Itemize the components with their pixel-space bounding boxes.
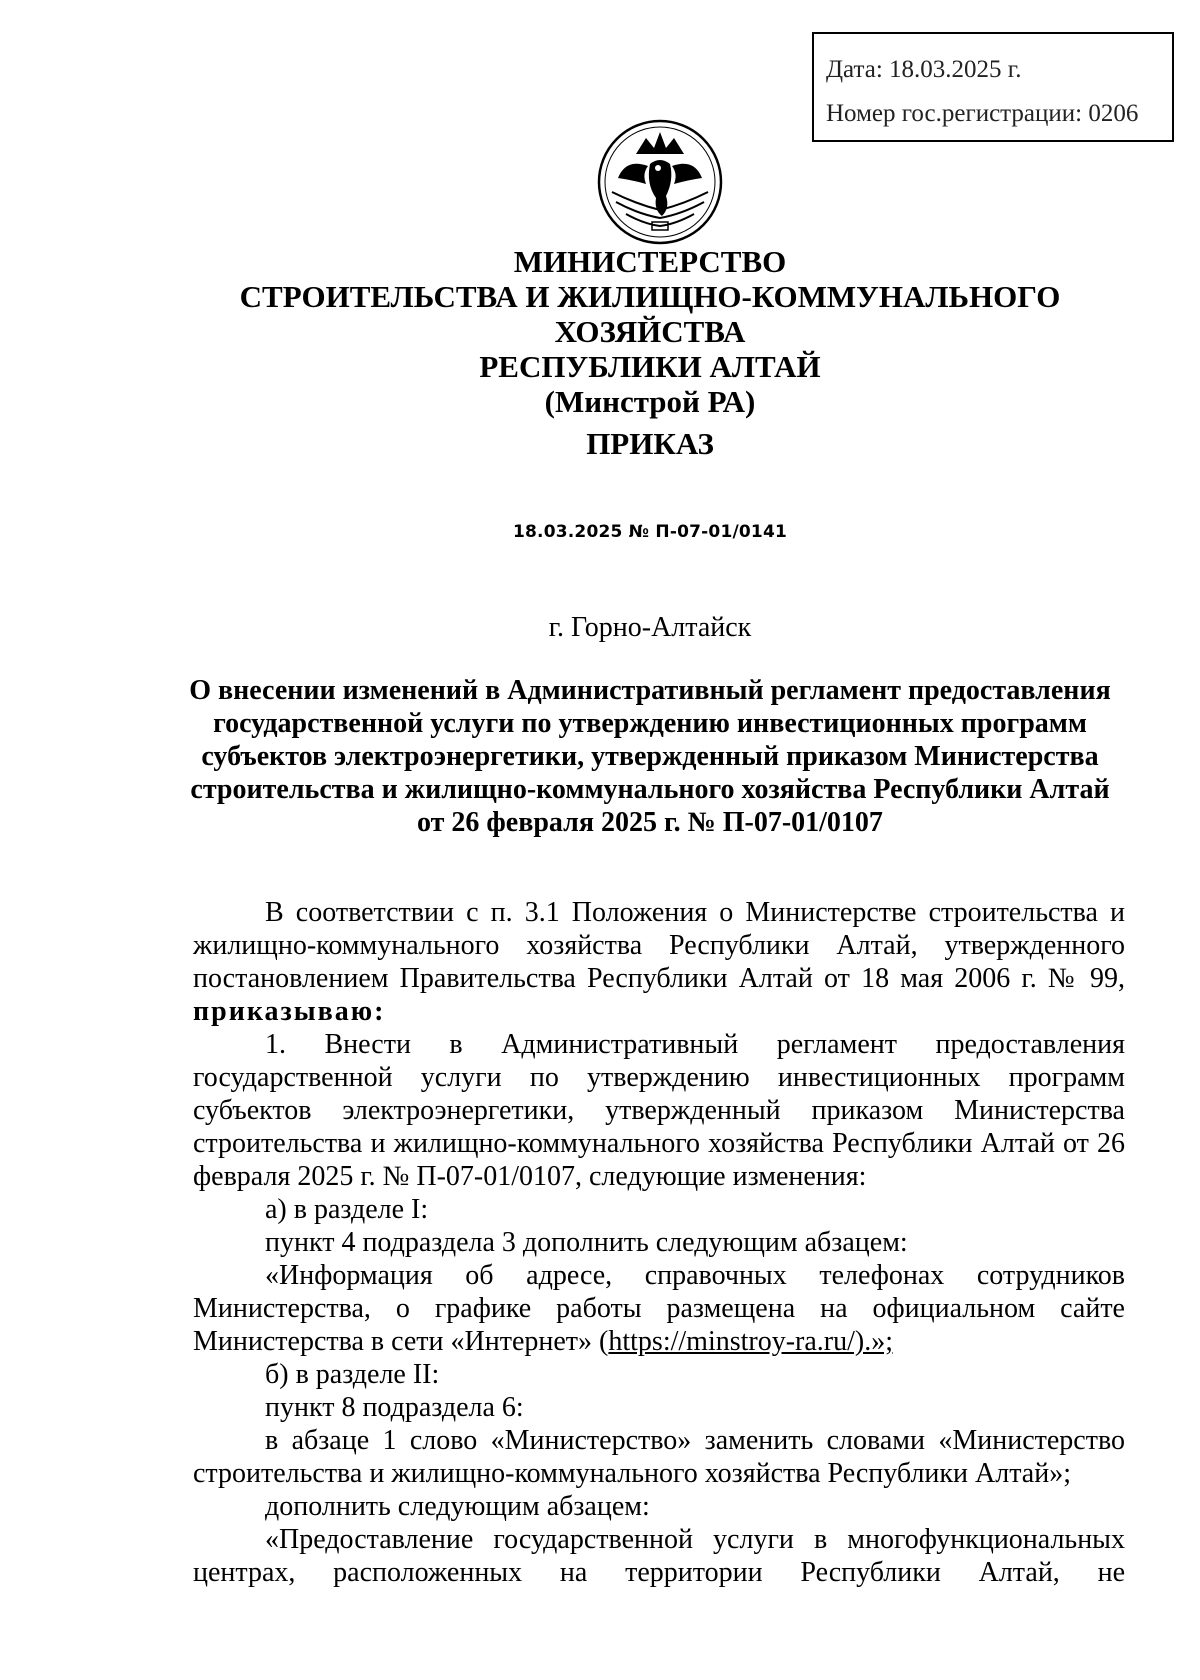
section-a-heading: а) в разделе I:: [265, 1194, 429, 1225]
subject-line: субъектов электроэнергетики, утвержденный приказом Министерства: [201, 741, 1099, 772]
ministry-header: [160, 244, 1140, 419]
subject-line: строительства и жилищно-коммунального хозяйства Республики Алтай: [190, 774, 1110, 805]
registration-date-label: Дата:: [826, 56, 883, 83]
registration-number-label: Номер гос.регистрации:: [826, 100, 1083, 127]
coat-of-arms-emblem: [596, 118, 724, 246]
ministry-name-line: СТРОИТЕЛЬСТВА И ЖИЛИЩНО-КОММУНАЛЬНОГО ХОЗЯЙСТВА: [239, 279, 1061, 349]
section-a-quote: [193, 1259, 1125, 1358]
section-b-paragraph-1: в абзаце 1 слово «Министерство» заменить словами «Министерство строительства и жилищно-коммунального хозяйства Республики Алтай»;: [193, 1425, 1125, 1489]
ministry-name-line: МИНИСТЕРСТВО: [513, 244, 787, 279]
order-word: приказываю:: [193, 996, 386, 1027]
preamble-paragraph: [193, 896, 1125, 1028]
section-a-point: пункт 4 подраздела 3 дополнить следующим абзацем:: [265, 1227, 908, 1258]
section-b-heading: б) в разделе II:: [265, 1359, 440, 1390]
subject-line: государственной услуги по утверждению инвестиционных программ: [213, 708, 1087, 739]
order-title: ПРИКАЗ: [586, 426, 714, 461]
subject-line: от 26 февраля 2025 г. № П-07-01/0107: [417, 807, 883, 838]
order-subject: [180, 674, 1120, 839]
preamble-text: В соответствии с п. 3.1 Положения о Министерстве строительства и жилищно-коммунального хозяйства Республики Алтай, утвержденного постановлением Правительства Республики Алтай от 18 мая 2006 г. № 99,: [193, 897, 1125, 994]
section-b-point: пункт 8 подраздела 6:: [265, 1392, 524, 1423]
section-b-add: дополнить следующим абзацем:: [265, 1491, 650, 1522]
city: г. Горно-Алтайск: [548, 612, 752, 643]
ministry-name-line: РЕСПУБЛИКИ АЛТАЙ: [479, 349, 821, 384]
registration-number-row: [826, 92, 1172, 136]
ministry-short-name: (Минстрой РА): [544, 384, 756, 419]
section-a-quote-text: «Информация об адресе, справочных телефонах сотрудников Министерства, о графике работы размещена на официальном сайте Министерства в сети «Интернет» (: [193, 1260, 1125, 1357]
section-b-quote: «Предоставление государственной услуги в многофункциональных центрах, расположенных на территории Республики Алтай, не: [193, 1524, 1125, 1588]
order-body: [193, 896, 1125, 1589]
subject-line: О внесении изменений в Административный регламент предоставления: [189, 675, 1111, 706]
registration-stamp: [812, 32, 1174, 142]
registration-number-value: 0206: [1088, 100, 1139, 127]
registration-date-row: [826, 48, 1172, 92]
registration-date-value: 18.03.2025 г.: [889, 56, 1022, 83]
ministry-website-link[interactable]: https://minstroy-ra.ru/).»;: [608, 1326, 894, 1357]
item-1-paragraph: 1. Внести в Административный регламент предоставления государственной услуги по утверждению инвестиционных программ субъектов электроэнергетики, утвержденный приказом Министерства строительства и жилищно-коммунального хозяйства Республики Алтай от 26 февраля 2025 г. № П-07-01/0107, следующие изменения:: [193, 1029, 1125, 1192]
order-number: 18.03.2025 № П-07-01/0141: [512, 522, 787, 542]
